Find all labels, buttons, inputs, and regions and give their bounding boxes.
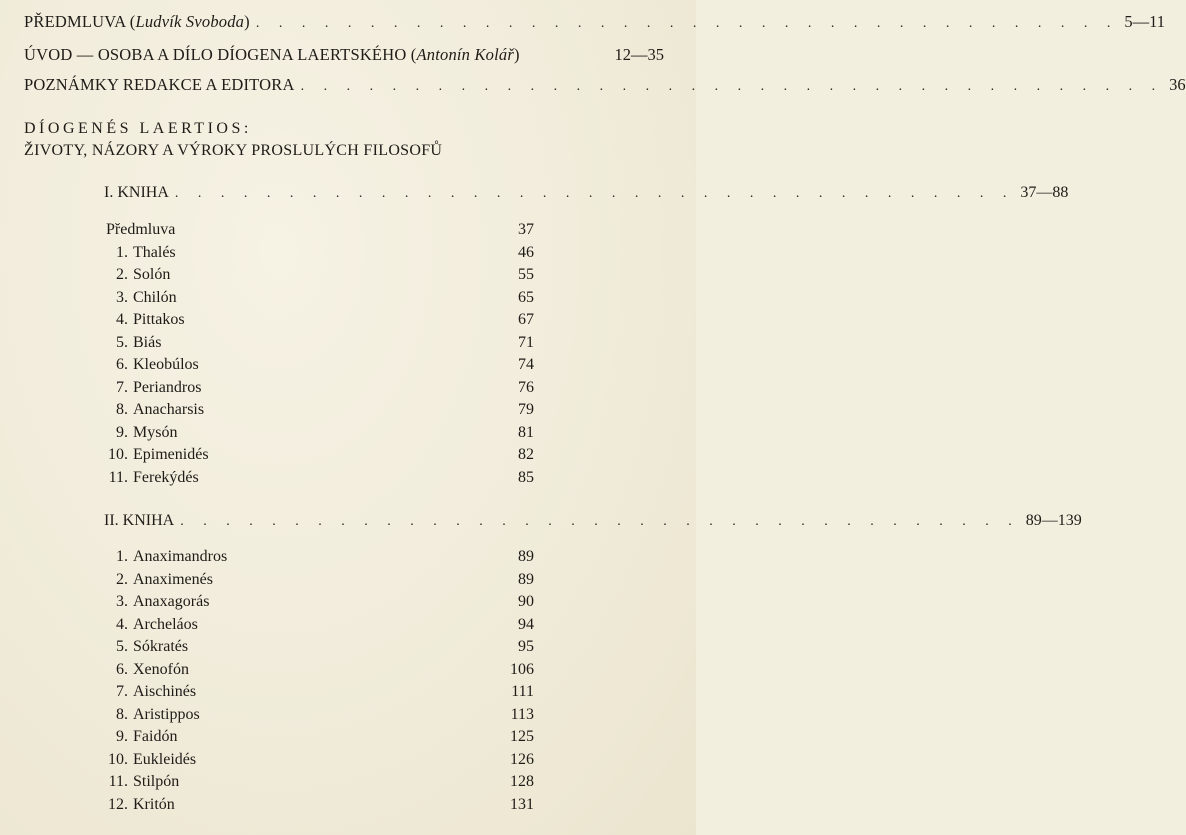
work-author-heading: DÍOGENÉS LAERTIOS: xyxy=(24,120,252,137)
chapter-name: Solón xyxy=(133,266,171,283)
chapter-number: 8. xyxy=(116,705,128,723)
book-pages: 89—139 xyxy=(1025,512,1082,529)
toc-entry-preface: PŘEDMLUVA (Ludvík Svoboda) . . . . . . . . . . . . . . . . . . . . . . . . . . . . . . . . . . . . . . 5—11 xyxy=(24,12,1165,31)
chapter-page: 85 xyxy=(518,468,534,486)
chapter-number: 4. xyxy=(116,311,128,328)
chapter-row xyxy=(0,569,696,591)
chapter-page: 94 xyxy=(518,615,534,633)
chapter-page: 55 xyxy=(518,266,534,283)
entry-author: Antonín Kolář xyxy=(416,45,514,64)
chapter-row xyxy=(0,771,696,793)
dot-leader: . . . . . . . . . . . . . . . . . . . . . . . . . . . . . . . . . . . . . xyxy=(180,514,1020,529)
chapter-name: Předmluva xyxy=(106,221,176,238)
chapter-page: 131 xyxy=(510,795,534,813)
entry-pages: 5—11 xyxy=(1124,12,1165,31)
chapter-row xyxy=(0,332,696,354)
chapter-page: 111 xyxy=(511,683,534,700)
chapter-page: 37 xyxy=(518,221,534,238)
chapter-row xyxy=(0,444,696,466)
chapter-name: Chilón xyxy=(133,288,177,306)
book-label: I. KNIHA xyxy=(104,184,169,201)
chapter-number: 5. xyxy=(116,333,128,351)
chapter-row xyxy=(0,242,696,264)
chapter-row xyxy=(0,636,696,658)
chapter-name: Ferekýdés xyxy=(133,468,199,486)
chapter-number: 9. xyxy=(116,423,128,441)
chapter-name: Aischinés xyxy=(133,683,197,700)
dot-leader: . . . . . . . . . . . . . . . . . . . . . . . . . . . . . . . . . . . . . . xyxy=(255,16,1119,31)
chapter-page: 67 xyxy=(518,311,534,328)
chapter-page: 81 xyxy=(518,423,534,441)
chapter-row xyxy=(0,614,696,636)
chapter-number: 10. xyxy=(108,750,128,768)
chapter-row xyxy=(0,399,696,421)
chapter-row xyxy=(0,467,696,489)
chapter-name: Archeláos xyxy=(133,615,198,633)
chapter-name: Aristippos xyxy=(133,705,200,723)
chapter-page: 65 xyxy=(518,288,534,306)
chapter-page: 95 xyxy=(518,638,534,655)
chapter-row xyxy=(0,377,696,399)
chapter-row xyxy=(0,704,696,726)
chapter-number: 3. xyxy=(116,593,128,610)
chapter-row xyxy=(0,546,696,568)
toc-entry-editorial-notes xyxy=(24,75,1186,99)
book-2-heading xyxy=(104,512,1082,534)
chapter-page: 128 xyxy=(510,773,534,790)
chapter-name: Periandros xyxy=(133,378,202,396)
chapter-page: 126 xyxy=(510,750,534,768)
chapter-number: 8. xyxy=(116,401,128,418)
chapter-name: Pittakos xyxy=(133,311,185,328)
chapter-name: Biás xyxy=(133,333,162,351)
chapter-row xyxy=(0,309,696,331)
chapter-name: Anaximandros xyxy=(133,548,228,565)
chapter-row xyxy=(0,422,696,444)
chapter-page: 46 xyxy=(518,243,534,261)
chapter-name: Thalés xyxy=(133,243,176,261)
chapter-name: Faidón xyxy=(133,728,178,745)
chapter-number: 9. xyxy=(116,728,128,745)
toc-entry-introduction: ÚVOD — OSOBA A DÍLO DÍOGENA LAERTSKÉHO (Antonín Kolář) 12—35 xyxy=(24,45,664,64)
chapter-name: Anacharsis xyxy=(133,401,205,418)
chapter-number: 7. xyxy=(116,683,128,700)
chapter-row xyxy=(0,264,696,286)
chapter-page: 74 xyxy=(518,356,534,373)
chapter-number: 12. xyxy=(108,795,128,813)
chapter-row xyxy=(0,219,696,241)
chapter-page: 113 xyxy=(510,705,534,723)
chapter-number: 10. xyxy=(108,446,128,463)
chapter-name: Kritón xyxy=(133,795,175,813)
work-title-heading: ŽIVOTY, NÁZORY A VÝROKY PROSLULÝCH FILOSOFŮ xyxy=(24,142,443,159)
chapter-number: 11. xyxy=(108,468,128,486)
chapter-page: 89 xyxy=(518,570,534,588)
chapter-page: 89 xyxy=(518,548,534,565)
entry-author: Ludvík Svoboda xyxy=(135,12,245,31)
chapter-page: 90 xyxy=(518,593,534,610)
chapter-number: 2. xyxy=(116,266,128,283)
chapter-row xyxy=(0,591,696,613)
chapter-number: 1. xyxy=(116,548,128,565)
entry-pages: 12—35 xyxy=(614,45,664,64)
chapter-name: Kleobúlos xyxy=(133,356,199,373)
chapter-number: 5. xyxy=(116,638,128,655)
entry-title: POZNÁMKY REDAKCE A EDITORA xyxy=(24,75,295,94)
chapter-page: 82 xyxy=(518,446,534,463)
entry-pages: 36 xyxy=(1169,75,1186,94)
chapter-row xyxy=(0,287,696,309)
chapter-number: 6. xyxy=(116,660,128,678)
chapter-number: 2. xyxy=(116,570,128,588)
chapter-name: Sókratés xyxy=(133,638,189,655)
chapter-number: 6. xyxy=(116,356,128,373)
chapter-row xyxy=(0,354,696,376)
chapter-name: Anaximenés xyxy=(133,570,213,588)
dot-leader: . . . . . . . . . . . . . . . . . . . . . . . . . . . . . . . . . . . . . . xyxy=(300,79,1164,94)
chapter-row xyxy=(0,794,696,816)
chapter-name: Mysón xyxy=(133,423,178,441)
chapter-row xyxy=(0,681,696,703)
book-1-heading xyxy=(104,184,1069,206)
chapter-page: 79 xyxy=(518,401,534,418)
chapter-number: 1. xyxy=(116,243,128,261)
chapter-name: Epimenidés xyxy=(133,446,209,463)
chapter-page: 76 xyxy=(518,378,534,396)
chapter-number: 7. xyxy=(116,378,128,396)
chapter-row xyxy=(0,749,696,771)
chapter-name: Eukleidés xyxy=(133,750,197,768)
chapter-number: 3. xyxy=(116,288,128,306)
chapter-row xyxy=(0,659,696,681)
chapter-number: 11. xyxy=(108,773,128,790)
entry-title: ÚVOD — OSOBA A DÍLO DÍOGENA LAERTSKÉHO xyxy=(24,45,407,64)
entry-title: PŘEDMLUVA xyxy=(24,12,126,31)
book-label: II. KNIHA xyxy=(104,512,175,529)
chapter-page: 71 xyxy=(518,333,534,351)
chapter-row xyxy=(0,726,696,748)
chapter-name: Anaxagorás xyxy=(133,593,210,610)
chapter-number: 4. xyxy=(116,615,128,633)
book-pages: 37—88 xyxy=(1020,184,1069,201)
chapter-page: 125 xyxy=(510,728,534,745)
chapter-name: Xenofón xyxy=(133,660,189,678)
chapter-name: Stilpón xyxy=(133,773,180,790)
dot-leader: . . . . . . . . . . . . . . . . . . . . . . . . . . . . . . . . . . . . . xyxy=(174,186,1015,201)
chapter-page: 106 xyxy=(510,660,534,678)
